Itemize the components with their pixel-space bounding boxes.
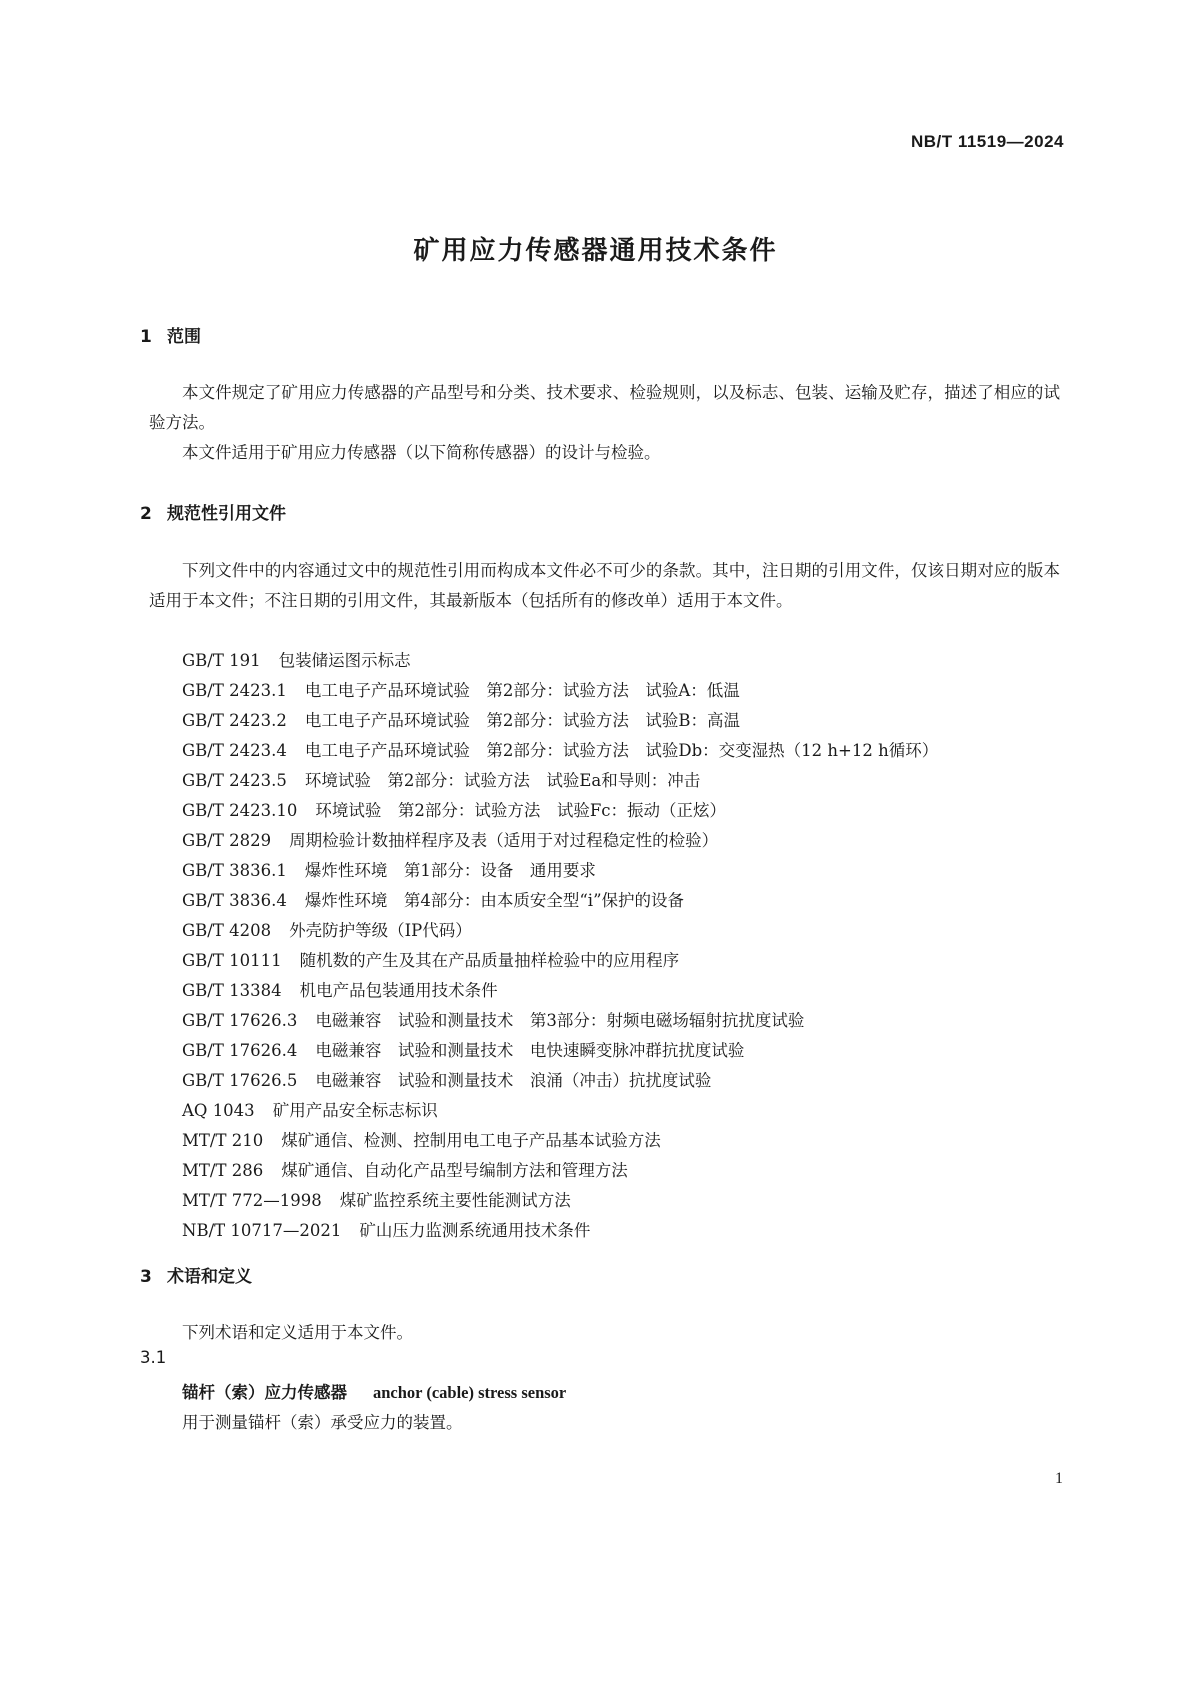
section-2-intro: 下列文件中的内容通过文中的规范性引用而构成本文件必不可少的条款。其中，注日期的引用文件，仅该日期对应的版本适用于本文件；不注日期的引用文件，其最新版本（包括所有的修改单）适用于本文件。 [149, 561, 1060, 610]
reference-item [182, 796, 938, 826]
reference-title: 电工电子产品环境试验 第2部分：试验方法 试验A：低温 [304, 681, 740, 700]
reference-title: 煤矿通信、检测、控制用电工电子产品基本试验方法 [281, 1131, 661, 1150]
reference-item [182, 1006, 938, 1036]
reference-code: AQ 1043 [182, 1101, 255, 1120]
term-definition: 用于测量锚杆（索）承受应力的装置。 [182, 1413, 463, 1432]
reference-title: 随机数的产生及其在产品质量抽样检验中的应用程序 [299, 951, 680, 970]
reference-item [182, 676, 938, 706]
section-1-paragraph: 本文件规定了矿用应力传感器的产品型号和分类、技术要求、检验规则，以及标志、包装、运输及贮存，描述了相应的试验方法。 [149, 383, 1060, 432]
reference-title: 煤矿监控系统主要性能测试方法 [339, 1191, 571, 1210]
reference-code: GB/T 4208 [182, 921, 272, 940]
section-title: 规范性引用文件 [167, 504, 286, 524]
reference-item [182, 1036, 938, 1066]
section-2-heading [140, 499, 286, 524]
reference-code: GB/T 13384 [182, 981, 282, 1000]
reference-code: MT/T 286 [182, 1161, 264, 1180]
reference-title: 煤矿通信、自动化产品型号编制方法和管理方法 [281, 1161, 628, 1180]
section-1-paragraph: 本文件适用于矿用应力传感器（以下简称传感器）的设计与检验。 [182, 443, 661, 462]
reference-code: GB/T 17626.3 [182, 1011, 298, 1030]
reference-item [182, 1186, 938, 1216]
term-english: anchor (cable) stress sensor [373, 1383, 567, 1402]
reference-code: GB/T 2423.4 [182, 741, 287, 760]
reference-code: GB/T 17626.4 [182, 1041, 298, 1060]
reference-item [182, 1096, 938, 1126]
reference-title: 环境试验 第2部分：试验方法 试验Fc：振动（正炫） [315, 801, 727, 820]
reference-title: 电磁兼容 试验和测量技术 浪涌（冲击）抗扰度试验 [315, 1071, 712, 1090]
reference-item [182, 646, 938, 676]
reference-item [182, 826, 938, 856]
reference-item [182, 886, 938, 916]
reference-code: GB/T 2423.2 [182, 711, 287, 730]
section-title: 范围 [167, 327, 201, 347]
reference-title: 爆炸性环境 第4部分：由本质安全型“i”保护的设备 [304, 891, 685, 910]
page-number: 1 [1055, 1470, 1063, 1487]
reference-item [182, 946, 938, 976]
reference-item [182, 916, 938, 946]
reference-title: 包装储运图示标志 [278, 651, 411, 670]
section-title: 术语和定义 [167, 1267, 252, 1287]
reference-code: MT/T 210 [182, 1131, 264, 1150]
reference-item [182, 976, 938, 1006]
section-number: 3 [140, 1267, 152, 1287]
reference-code: GB/T 2829 [182, 831, 272, 850]
reference-title: 周期检验计数抽样程序及表（适用于对过程稳定性的检验） [289, 831, 719, 850]
reference-item [182, 1126, 938, 1156]
reference-code: NB/T 10717—2021 [182, 1221, 342, 1240]
section-number: 1 [140, 327, 152, 347]
section-1-heading [140, 322, 201, 347]
reference-code: GB/T 17626.5 [182, 1071, 298, 1090]
reference-code: GB/T 2423.10 [182, 801, 298, 820]
reference-item [182, 766, 938, 796]
reference-item [182, 1156, 938, 1186]
reference-title: 电工电子产品环境试验 第2部分：试验方法 试验Db：交变湿热（12 h+12 h循环） [304, 741, 939, 760]
document-title: 矿用应力传感器通用技术条件 [413, 236, 778, 266]
reference-code: GB/T 10111 [182, 951, 282, 970]
section-number: 2 [140, 504, 152, 524]
term-chinese: 锚杆（索）应力传感器 [182, 1383, 347, 1402]
reference-code: GB/T 191 [182, 651, 261, 670]
reference-item [182, 1066, 938, 1096]
reference-title: 矿用产品安全标志标识 [272, 1101, 438, 1120]
reference-title: 电工电子产品环境试验 第2部分：试验方法 试验B：高温 [304, 711, 740, 730]
reference-title: 电磁兼容 试验和测量技术 电快速瞬变脉冲群抗扰度试验 [315, 1041, 745, 1060]
normative-reference-list [182, 646, 938, 1246]
reference-item [182, 706, 938, 736]
term-entry [182, 1378, 566, 1408]
reference-item [182, 856, 938, 886]
reference-code: MT/T 772—1998 [182, 1191, 322, 1210]
reference-code: GB/T 3836.4 [182, 891, 287, 910]
reference-code: GB/T 2423.5 [182, 771, 287, 790]
reference-title: 机电产品包装通用技术条件 [299, 981, 498, 1000]
reference-title: 环境试验 第2部分：试验方法 试验Ea和导则：冲击 [304, 771, 701, 790]
term-number: 3.1 [140, 1348, 167, 1367]
reference-title: 爆炸性环境 第1部分：设备 通用要求 [304, 861, 596, 880]
reference-title: 矿山压力监测系统通用技术条件 [359, 1221, 591, 1240]
section-3-intro: 下列术语和定义适用于本文件。 [182, 1323, 413, 1342]
reference-code: GB/T 3836.1 [182, 861, 287, 880]
reference-title: 外壳防护等级（IP代码） [289, 921, 472, 940]
reference-item [182, 736, 938, 766]
standard-number: NB/T 11519—2024 [910, 132, 1064, 151]
section-3-heading [140, 1262, 252, 1287]
reference-code: GB/T 2423.1 [182, 681, 287, 700]
reference-item [182, 1216, 938, 1246]
reference-title: 电磁兼容 试验和测量技术 第3部分：射频电磁场辐射抗扰度试验 [315, 1011, 805, 1030]
